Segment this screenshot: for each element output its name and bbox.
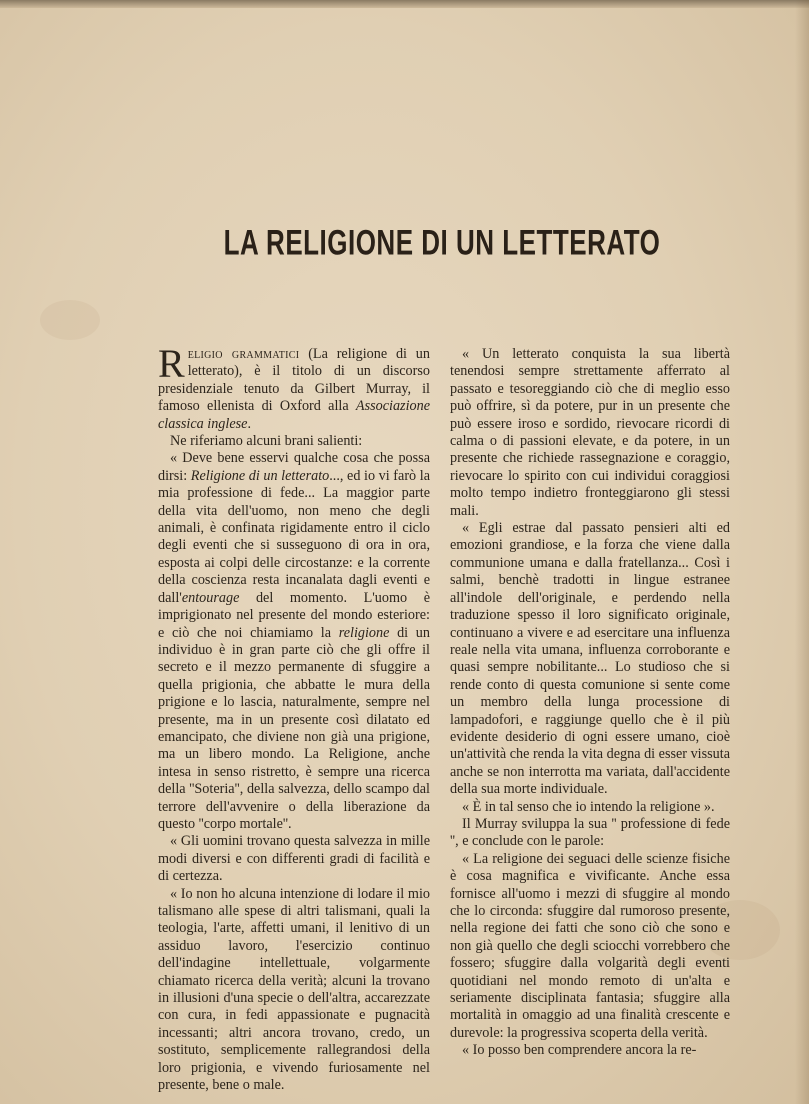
paragraph bbox=[158, 341, 430, 433]
page-right-edge bbox=[795, 0, 809, 1104]
paragraph: « Io posso ben comprendere ancora la re- bbox=[462, 1042, 697, 1059]
italic-text: Associazione classica inglese bbox=[158, 398, 430, 432]
page-top-edge bbox=[0, 0, 809, 8]
italic-text: Religione di un letterato bbox=[190, 467, 330, 484]
paragraph: « Egli estrae dal passato pensieri alti ed emozioni grandiose, e la forza che viene dalla communione umana e dalla fratellanza... Così i salmi, benchè tradotti in lingue estranee all'indole dell'originale, e perdendo nella traduzione spesso il loro significato originale, continuano a vivere e ad esercitare una influenza reale nella vita umana, influenza corroborante e quasi sempre nobilitante... Lo studioso che si rende conto di questa comunione si sente come un membro della lunga processione di lampadofori, e raggiunge quello che è il più evidente desiderio di ogni essere umano, cioè un'attività che renda la vita degna di esser vissuta anche se non interrotta ma variata, dall'accidente della sua morte individuale. bbox=[450, 520, 730, 798]
right-column bbox=[450, 346, 730, 1060]
article-title: LA RELIGIONE DI UN LETTERATO bbox=[223, 222, 661, 263]
paragraph: « Un letterato conquista la sua libertà tenendosi sempre strettamente afferrato al passato e tesoreggiando ciò che di meglio esso può offrire, sì da potere, pur in un presente che può essere iroso e sordido, rievocare ricordi di calma o di passioni elevate, e da potere, in un presente che richiede rassegnazione e coraggio, rievocare lo spirito con cui individui coraggiosi molto tempo indietro fronteggiarono gli stessi mali. bbox=[450, 346, 730, 519]
paragraph: Il Murray sviluppa la sua '' professione di fede '', e conclude con le parole: bbox=[450, 815, 730, 850]
paragraph: « È in tal senso che io intendo la religione ». bbox=[462, 798, 715, 815]
drop-cap: R bbox=[158, 341, 185, 386]
paragraph: « La religione dei seguaci delle scienze fisiche è cosa magnifica e vivificante. Anche essa fornisce all'uomo i mezzi di sfuggire al mondo che lo circonda: sfuggire dal rumoroso presente, nella regione dei fatti che sono ciò che sono e non già quello che degli sciocchi vorrebbero che fossero; sfuggire dalla volgarità degli eventi quotidiani nel mondo remoto di un'alta e seriamente disciplinata fantasia; sfuggire alla mortalità in omaggio ad una finalità crescente e durevole: la progressiva scoperta della verità. bbox=[450, 850, 730, 1041]
text: (La religione di un letterato), è il titolo di un discorso presidenziale tenuto da Gilbert Murray, il famoso ellenista di Oxford alla bbox=[158, 346, 430, 415]
paragraph bbox=[158, 450, 430, 833]
text: del momento. L'uomo è imprigionato nel presente del mondo esteriore: e ciò che noi chiamiamo la bbox=[158, 589, 430, 641]
text: . bbox=[247, 415, 251, 432]
italic-text: entourage bbox=[181, 589, 240, 606]
text: di un individuo è in gran parte ciò che gli offre il secreto e il mezzo permanente di sfuggire a quella prigionia, che abbatte le mura della prigione e lo lascia, naturalmente, sempre nel presente, ma in un presente così dilatato ed emancipato, che diviene non già una prigione, ma un libero mondo. La Religione, anche intesa in senso ristretto, è sempre una ricerca della ''Soteria'', della salvezza, dello scampo dal terrore dell'avvenire o della liberazione da questo ''corpo mortale''. bbox=[158, 624, 430, 832]
text: « Deve bene esservi qualche cosa che possa dirsi: bbox=[158, 450, 430, 484]
paragraph: « Io non ho alcuna intenzione di lodare il mio talismano alle spese di altri talismani, quali la teologia, l'arte, affetti umani, il lenitivo di un assiduo lavoro, l'esercizio continuo dell'indagine intellettuale, volgarmente chiamato ricerca della verità; alcuni la trovano in illusioni d'una specie o dell'altra, accarezzate con cura, in fedi appassionate e pugnacità incessanti; altri ancora trovano, credo, un sostituto, semplicemente rallegrandosi della loro prigionia, e vivendo furiosamente nel presente, bene o male. bbox=[158, 885, 430, 1094]
lead-in: eligio grammatici bbox=[187, 346, 300, 362]
italic-text: religione bbox=[338, 624, 390, 641]
left-column bbox=[158, 341, 430, 1094]
paper-stain bbox=[40, 300, 100, 340]
paragraph: Ne riferiamo alcuni brani salienti: bbox=[170, 433, 363, 450]
paragraph: « Gli uomini trovano questa salvezza in mille modi diversi e con differenti gradi di facilità e di certezza. bbox=[158, 833, 430, 885]
text: ..., ed io vi farò la mia professione di fede... La maggior parte della vita dell'uomo, non meno che degli animali, è confinata rigidamente entro il ciclo degli eventi che si susseguono di ora in ora, esposta ai colpi delle circostanze: e la corrente della coscienza resta incanalata dagli eventi e dall' bbox=[158, 467, 430, 606]
